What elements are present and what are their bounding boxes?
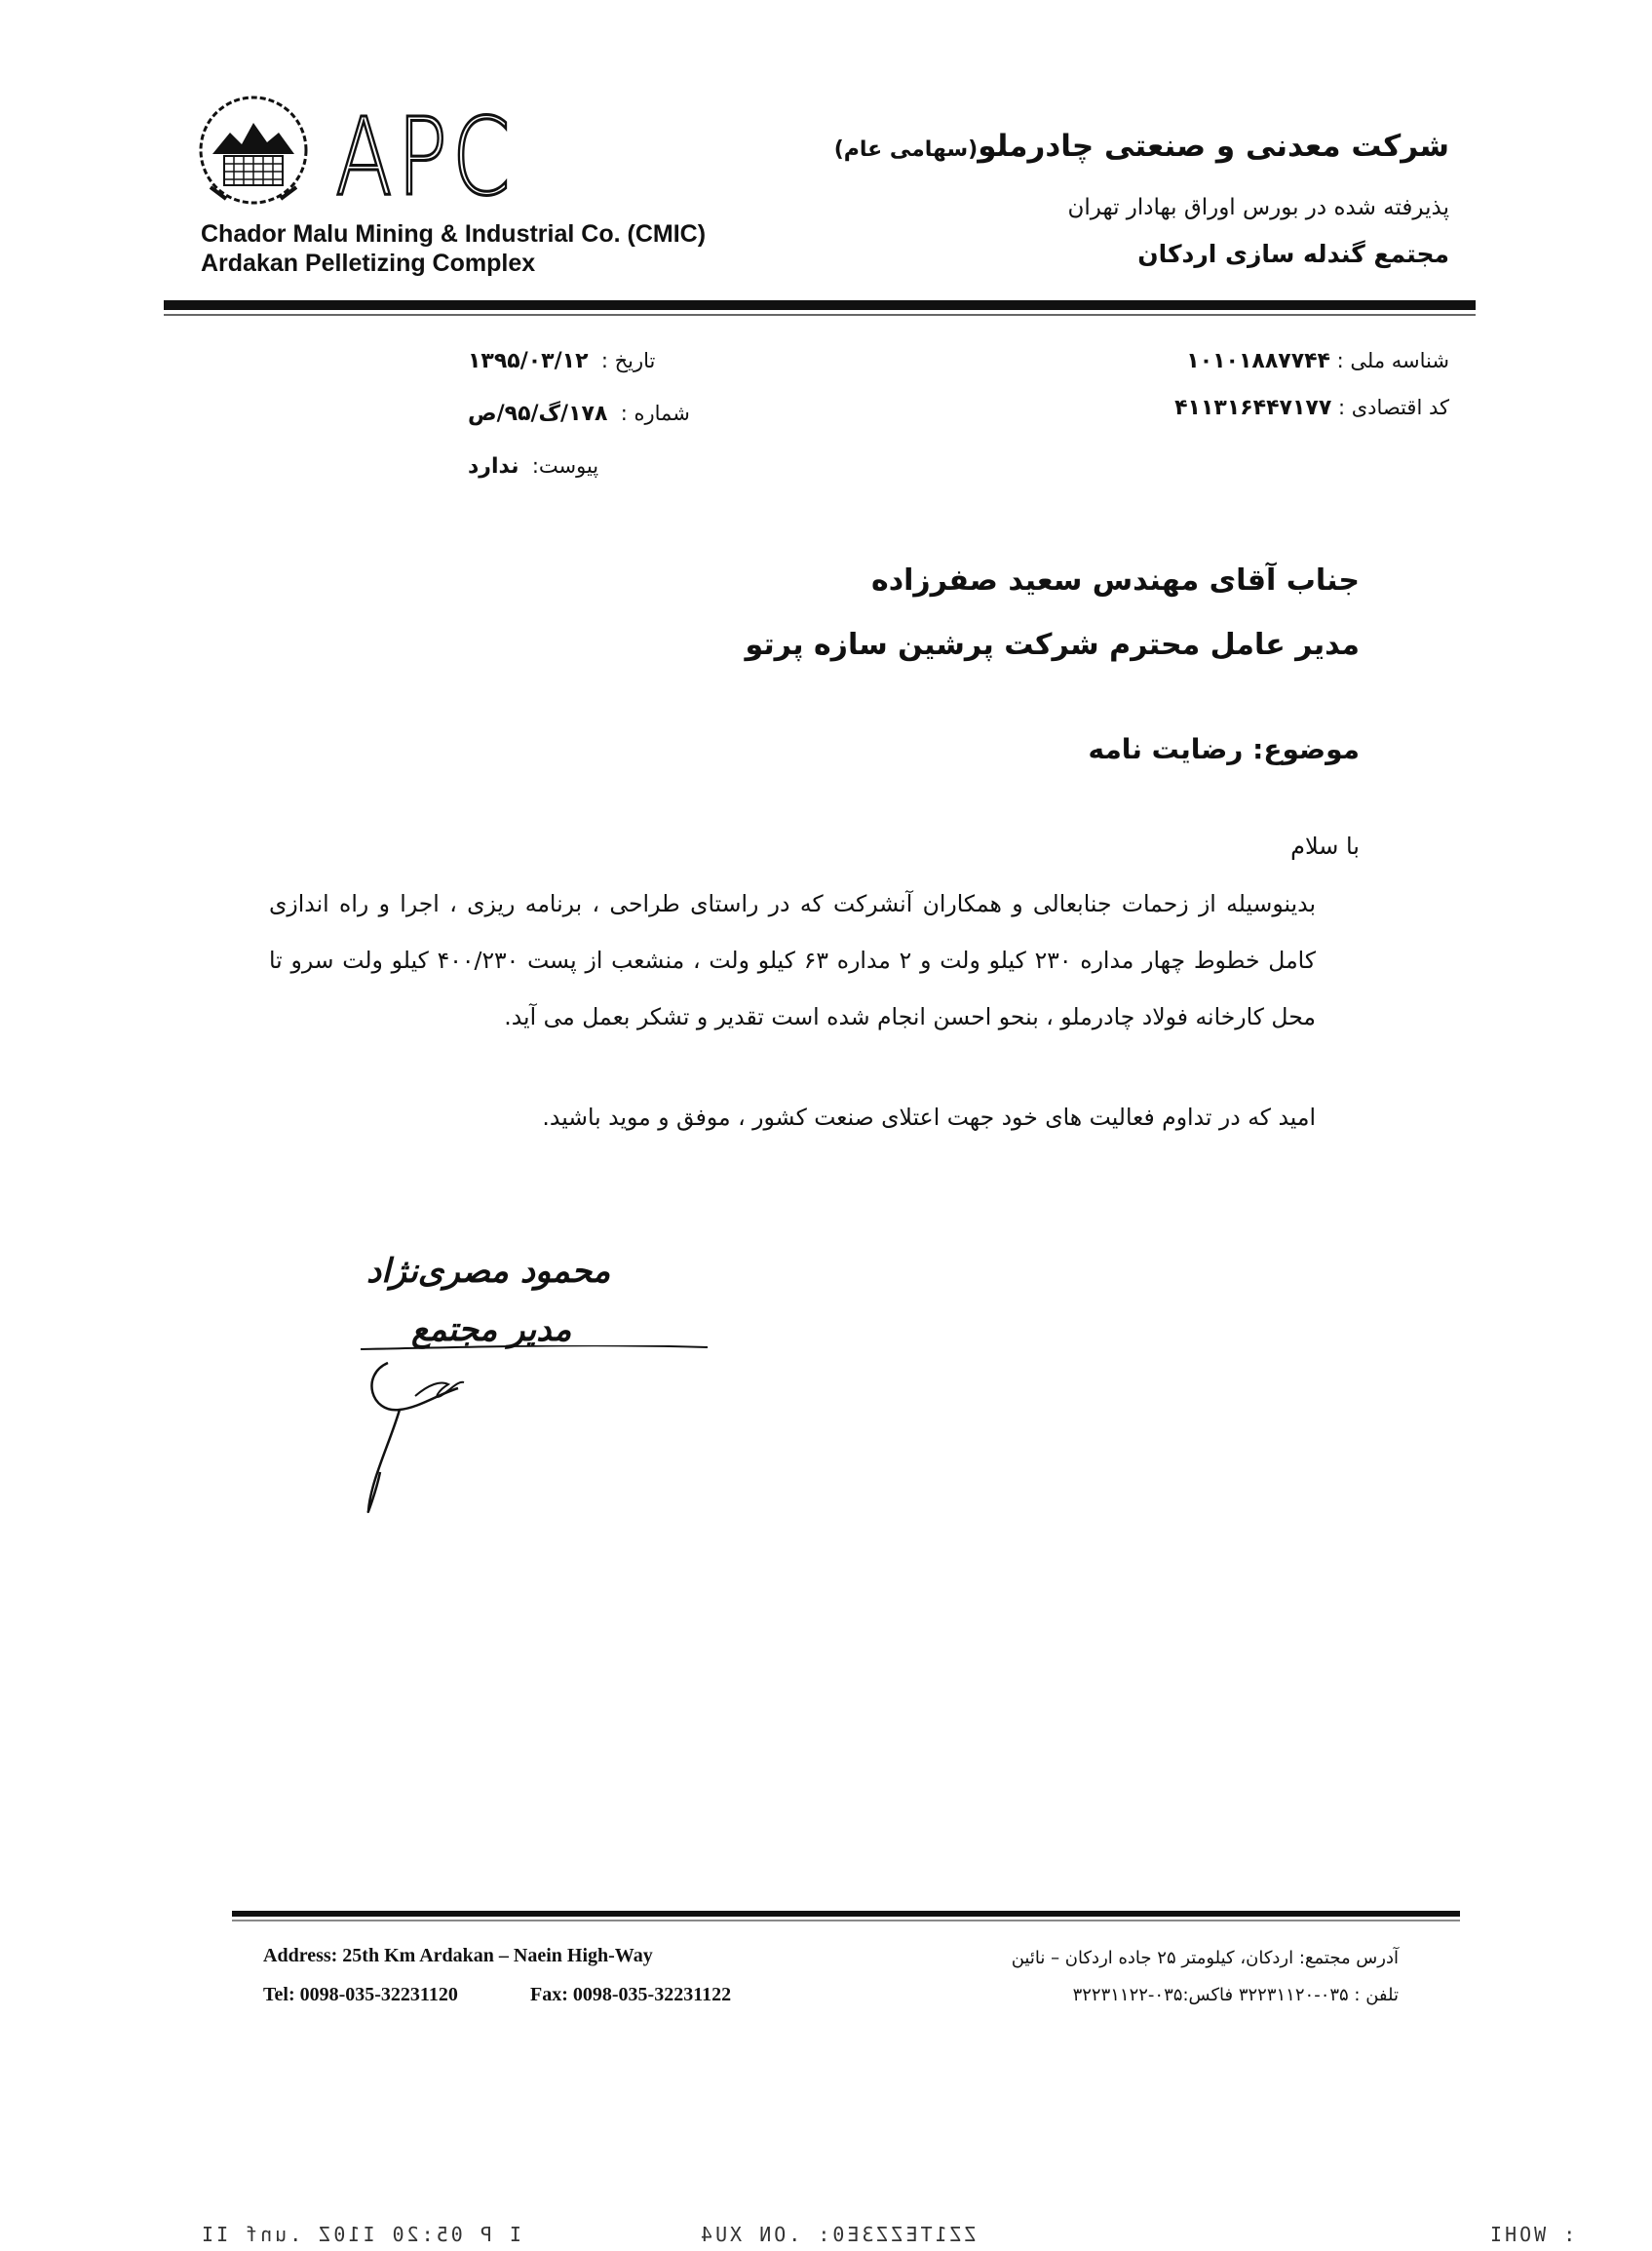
header-divider-thin [164,314,1476,316]
telephone-english: Tel: 0098-035-32231120 [263,1984,458,2005]
company-name-persian: شرکت معدنی و صنعتی چادرملو(سهامی عام) [833,129,1449,164]
letter-closing: امید که در تداوم فعالیت های خود جهت اعتلای صنعت کشور ، موفق و موید باشید. [542,1104,1316,1131]
addressee-name: جناب آقای مهندس سعید صفرزاده [870,563,1360,598]
complex-name-english: Ardakan Pelletizing Complex [201,250,536,277]
signer-name: محمود مصری‌نژاد [366,1252,611,1291]
letter-date-row: تاریخ : ۱۳۹۵/۰۳/۱۲ [468,349,656,373]
greeting: با سلام [1290,833,1360,860]
header-divider [164,300,1476,310]
addressee-title: مدیر عامل محترم شرکت پرشین سازه پرتو [745,628,1360,662]
company-name-english: Chador Malu Mining & Industrial Co. (CMIC) [201,220,707,248]
handwritten-signature [331,1345,711,1521]
attachment-row: پیوست: ندارد [468,454,599,479]
signer-title: مدیر مجتمع [411,1310,572,1349]
fax-header-timestamp: I P 05:20 I10Z .unf II [199,2223,521,2246]
footer-divider [232,1911,1460,1917]
telephone-persian: تلفن : ۰۳۵-۳۲۲۳۱۱۲۰ فاکس:۰۳۵-۳۲۲۳۱۱۲۲ [1072,1985,1399,2005]
company-type-suffix: (سهامی عام) [833,137,979,162]
economic-code-row: کد اقتصادی : ۴۱۱۳۱۶۴۴۷۱۷۷ [1174,396,1449,420]
letter-body-paragraph: بدینوسیله از زحمات جنابعالی و همکاران آنشرکت که در راستای طراحی ، برنامه ریزی ، اجرا و راه اندازی کامل خطوط چهار مداره ۲۳۰ کیلو ولت و ۲ مداره ۶۳ کیلو ولت ، منشعب از پست ۴۰۰/۲۳۰ کیلو ولت سرو تا محل کارخانه فولاد چادرملو ، بنحو احسن انجام شده است تقدیر و تشکر بعمل می آید. [269,890,1317,1030]
apc-logo-text: APC [335,95,516,219]
complex-name-persian: مجتمع گندله سازی اردکان [1137,240,1449,268]
address-persian: آدرس مجتمع: اردکان، کیلومتر ۲۵ جاده اردکان – نائین [1011,1948,1399,1968]
company-emblem-logo [191,94,316,207]
fax-header-number: ZZ1TEZZ3E0: .ON XU4 [698,2223,977,2246]
stock-exchange-note: پذیرفته شده در بورس اوراق بهادار تهران [1067,195,1449,220]
fax-header-from: : WOHI [1487,2223,1576,2246]
fax-english: Fax: 0098-035-32231122 [530,1984,732,2005]
address-english: Address: 25th Km Ardakan – Naein High-Way [263,1945,653,1966]
national-id-row: شناسه ملی : ۱۰۱۰۱۸۸۷۷۴۴ [1186,349,1449,373]
letter-subject: موضوع: رضایت نامه [1088,733,1360,765]
letter-number-row: شماره : ۱۷۸/گ/۹۵/ص [468,402,690,426]
footer-divider-thin [232,1920,1460,1921]
